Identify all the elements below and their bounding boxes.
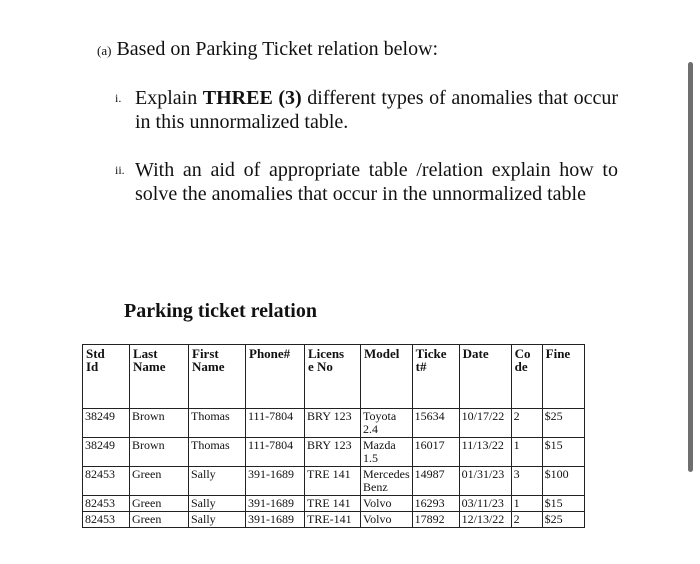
table-cell: 16293 bbox=[412, 496, 459, 512]
column-header: Model bbox=[361, 345, 413, 409]
table-row bbox=[83, 438, 585, 467]
table-cell: 2 bbox=[511, 512, 542, 528]
table-cell: 111-7804 bbox=[246, 438, 305, 467]
table-row bbox=[83, 512, 585, 528]
table-cell: Mazda 1.5 bbox=[361, 438, 413, 467]
table-cell: Thomas bbox=[189, 438, 246, 467]
table-cell: 2 bbox=[511, 409, 542, 438]
table-row bbox=[83, 409, 585, 438]
table-cell: Green bbox=[130, 496, 189, 512]
table-row bbox=[83, 467, 585, 496]
table-cell: Sally bbox=[189, 512, 246, 528]
item-number: i. bbox=[115, 91, 122, 105]
table-cell: 82453 bbox=[83, 467, 130, 496]
table-cell: Volvo bbox=[361, 512, 413, 528]
table-cell: 38249 bbox=[83, 438, 130, 467]
table-row bbox=[83, 496, 585, 512]
table-cell: BRY 123 bbox=[305, 438, 361, 467]
parking-ticket-table bbox=[82, 344, 585, 528]
table-cell: 391-1689 bbox=[246, 467, 305, 496]
table-cell: 12/13/22 bbox=[459, 512, 511, 528]
table-cell: Brown bbox=[130, 409, 189, 438]
table-cell: $25 bbox=[542, 512, 584, 528]
table-cell: Sally bbox=[189, 467, 246, 496]
column-header: Last Name bbox=[130, 345, 189, 409]
item-text: Explain THREE (3) different types of anomalies that occur in this unnormalized table. bbox=[135, 87, 618, 133]
table-cell: 391-1689 bbox=[246, 512, 305, 528]
column-header: Fine bbox=[542, 345, 584, 409]
column-header: Ticke t# bbox=[412, 345, 459, 409]
table-cell: TRE-141 bbox=[305, 512, 361, 528]
question-label: (a) bbox=[97, 43, 112, 58]
table-cell: Sally bbox=[189, 496, 246, 512]
table-cell: 10/17/22 bbox=[459, 409, 511, 438]
table-cell: $15 bbox=[542, 438, 584, 467]
table-cell: 01/31/23 bbox=[459, 467, 511, 496]
question-heading-text: Based on Parking Ticket relation below: bbox=[116, 38, 439, 60]
column-header: First Name bbox=[189, 345, 246, 409]
table-cell: 17892 bbox=[412, 512, 459, 528]
table-cell: 38249 bbox=[83, 409, 130, 438]
table-cell: 1 bbox=[511, 496, 542, 512]
table-cell: 82453 bbox=[83, 512, 130, 528]
table-cell: 03/11/23 bbox=[459, 496, 511, 512]
table-cell: Thomas bbox=[189, 409, 246, 438]
table-cell: TRE 141 bbox=[305, 496, 361, 512]
column-header: Std Id bbox=[83, 345, 130, 409]
question-item-2 bbox=[115, 158, 618, 206]
table-cell: 82453 bbox=[83, 496, 130, 512]
column-header: Licens e No bbox=[305, 345, 361, 409]
table-cell: Toyota 2.4 bbox=[361, 409, 413, 438]
table-cell: $25 bbox=[542, 409, 584, 438]
item-text: With an aid of appropriate table /relation explain how to solve the anomalies that occur in the unnormalized table bbox=[135, 159, 618, 205]
table-cell: 3 bbox=[511, 467, 542, 496]
table-cell: 391-1689 bbox=[246, 496, 305, 512]
table-cell: $100 bbox=[542, 467, 584, 496]
table-cell: 16017 bbox=[412, 438, 459, 467]
column-header: Date bbox=[459, 345, 511, 409]
table-cell: 1 bbox=[511, 438, 542, 467]
table-cell: Brown bbox=[130, 438, 189, 467]
question-heading bbox=[97, 38, 438, 61]
table-cell: TRE 141 bbox=[305, 467, 361, 496]
table-header-row bbox=[83, 345, 585, 409]
column-header: Phone# bbox=[246, 345, 305, 409]
item-number: ii. bbox=[115, 163, 125, 177]
table-cell: Mercedes Benz bbox=[361, 467, 413, 496]
column-header: Co de bbox=[511, 345, 542, 409]
table-cell: 11/13/22 bbox=[459, 438, 511, 467]
table-cell: Green bbox=[130, 467, 189, 496]
table-cell: 14987 bbox=[412, 467, 459, 496]
table-caption: Parking ticket relation bbox=[124, 300, 317, 322]
table-cell: BRY 123 bbox=[305, 409, 361, 438]
table-cell: 111-7804 bbox=[246, 409, 305, 438]
question-item-1 bbox=[115, 86, 618, 134]
table-cell: Volvo bbox=[361, 496, 413, 512]
table-cell: $15 bbox=[542, 496, 584, 512]
vertical-scrollbar[interactable] bbox=[688, 62, 693, 472]
table-cell: 15634 bbox=[412, 409, 459, 438]
table-cell: Green bbox=[130, 512, 189, 528]
